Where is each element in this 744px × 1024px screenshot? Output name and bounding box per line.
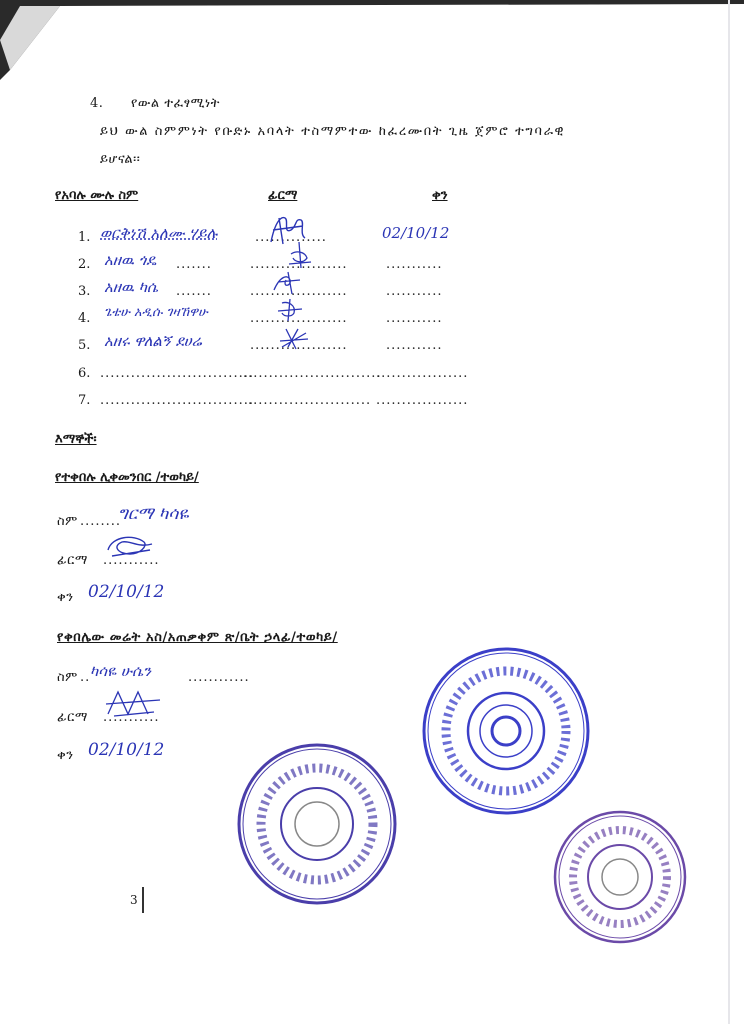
receiver-name-label: ስም [57, 514, 78, 529]
signature-dots: .............. [255, 230, 327, 245]
name-dots: .............................. [100, 366, 254, 381]
member-name: አዘሩ ዋለልኝ ደሀሬ [104, 332, 202, 350]
page-number: 3 [130, 893, 138, 907]
signature-scribble [276, 325, 312, 351]
office-name-dots-after: ............ [188, 670, 250, 685]
header-signature: ፊርማ [268, 188, 298, 203]
row-number: 5. [78, 338, 91, 353]
receiver-signature-label: ፊርማ [57, 553, 88, 568]
official-stamp-seal [236, 742, 398, 906]
row-number: 4. [78, 311, 91, 326]
official-stamp-seal [552, 808, 688, 946]
section-number: 4. [90, 96, 104, 111]
signature-dots: ........................ [248, 393, 372, 408]
date-dots: ........... [386, 257, 443, 272]
member-name: ወርቅነሽ አለሙ ሃይሉ [100, 224, 218, 242]
signature-dots: ........................... [243, 366, 382, 381]
office-name: ካሳዬ ሁሴን [90, 662, 151, 680]
page-edge [728, 0, 730, 1024]
date-dots: ........... [386, 338, 443, 353]
row-number: 1. [78, 230, 91, 245]
section-body-line2: ይሆናል፡፡ [100, 152, 141, 167]
signature-dots: ................... [250, 284, 348, 299]
receiver-signature [104, 532, 156, 562]
signature-dots: ................... [250, 257, 348, 272]
official-stamp-seal [420, 645, 592, 817]
signature-dots: ................... [250, 311, 348, 326]
receiver-date: 02/10/12 [88, 582, 165, 602]
scan-shadow [0, 0, 744, 90]
receiver-date-label: ቀን [57, 590, 74, 605]
member-name: አዘዉ ካሴ [104, 278, 159, 296]
signature-scribble [285, 240, 315, 270]
row-number: 3. [78, 284, 91, 299]
header-full-name: የአባሉ ሙሉ ስም [55, 188, 139, 203]
name-dots: ....... [176, 284, 212, 299]
name-dots: .............................. [100, 393, 254, 408]
office-name-dots: .. [80, 670, 91, 685]
section-body-line1: ይህ ውል ስምምነት የቡድኑ አባላት ተስማምተው ከፈረሙበት ጊዜ ጀምሮ ተግባራዊ [100, 124, 566, 139]
signature-scribble [270, 270, 304, 296]
member-name: ጌቴሁ አዲሱ ገዛኸዋሁ [104, 305, 208, 320]
date-dots: .................. [376, 366, 469, 381]
office-signature [104, 686, 162, 720]
office-signature-dots: ........... [103, 710, 160, 725]
page-number-bar [142, 887, 144, 913]
office-date: 02/10/12 [88, 740, 165, 760]
office-signature-label: ፊርማ [57, 710, 88, 725]
witnesses-title: እማኞች፡ [55, 432, 97, 447]
section-title: የውል ተፈፃሚነት [131, 96, 220, 111]
name-dots: ....... [176, 257, 212, 272]
row-number: 2. [78, 257, 91, 272]
date-dots: .................. [376, 393, 469, 408]
office-date-label: ቀን [57, 748, 74, 763]
row-number: 7. [78, 393, 91, 408]
date-dots: ........... [386, 311, 443, 326]
office-title: የቀበሌው መሬት አስ/አጠቃቀም ጽ/ቤት ኃላፊ/ተወካይ/ [57, 630, 338, 645]
member-name: አዘዉ ጎዴ [104, 251, 157, 269]
receiver-name-dots: ........ [80, 514, 122, 529]
row-number: 6. [78, 366, 91, 381]
signature-dots: ................... [250, 338, 348, 353]
member-date: 02/10/12 [382, 224, 450, 242]
receiver-title: የተቀበሉ ሊቀመንበር /ተወካይ/ [55, 470, 199, 485]
office-name-label: ስም [57, 670, 78, 685]
date-dots: ........... [386, 284, 443, 299]
header-date: ቀን [432, 188, 448, 203]
receiver-name: ግርማ ካሳዬ [118, 504, 189, 524]
signature-scribble [274, 297, 306, 323]
receiver-signature-dots: ........... [103, 553, 160, 568]
